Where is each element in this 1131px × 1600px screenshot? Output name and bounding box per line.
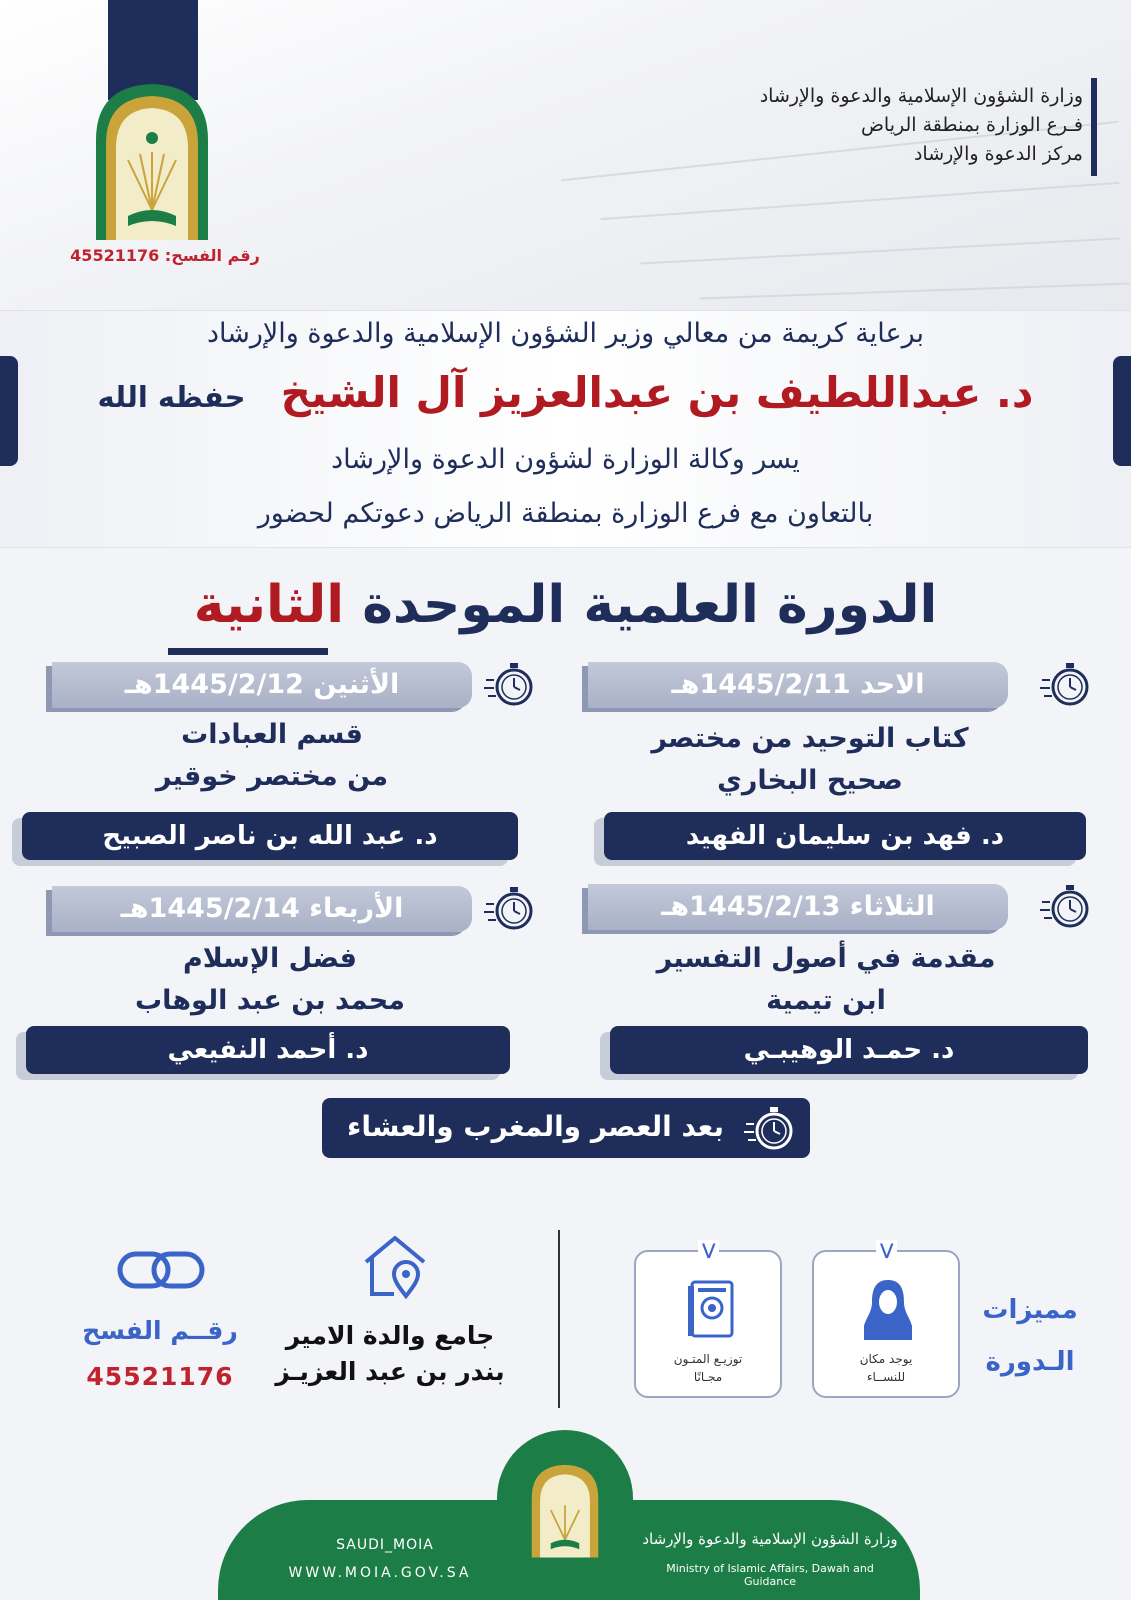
ministry-logo-icon — [88, 80, 216, 240]
session-subject — [590, 718, 1030, 802]
venue-line: جامع والدة الامير — [285, 1321, 495, 1350]
ministry-header — [653, 82, 1083, 169]
book-icon — [682, 1278, 738, 1342]
session-subject — [606, 938, 1046, 1022]
invitation-line: بالتعاون مع فرع الوزارة بمنطقة الرياض دعوتكم لحضور — [257, 498, 874, 529]
stopwatch-icon — [744, 1102, 796, 1154]
vertical-divider — [558, 1230, 560, 1408]
subject-line: صحيح البخاري — [717, 765, 903, 796]
session-speaker: د. أحمد النفيعي — [26, 1026, 510, 1074]
session-speaker: د. حمـد الوهيبـي — [610, 1026, 1088, 1074]
patron-honorific: حفظه الله — [97, 380, 246, 414]
license-label: رقــم الفسح — [82, 1316, 238, 1345]
stopwatch-icon — [484, 882, 536, 934]
stopwatch-icon — [1040, 880, 1092, 932]
feature-caption — [636, 1350, 780, 1386]
venue-name — [270, 1318, 510, 1390]
course-title-main: الدورة العلمية الموحدة — [362, 575, 938, 635]
patron-name: د. عبداللطيف بن عبدالعزيز آل الشيخ — [280, 368, 1034, 417]
patron-name-row — [0, 368, 1131, 417]
course-title-ordinal: الثانية — [193, 575, 345, 635]
session-times-bar — [322, 1098, 810, 1158]
link-icon — [116, 1248, 206, 1292]
website-link[interactable]: WWW.MOIA.GOV.SA — [288, 1565, 472, 1581]
social-handle: SAUDI_MOIA — [336, 1537, 434, 1553]
ministry-line: مركز الدعوة والإرشاد — [913, 143, 1083, 165]
location-home-icon — [360, 1232, 430, 1302]
session-subject — [52, 714, 492, 798]
subject-line: محمد بن عبد الوهاب — [135, 985, 405, 1016]
session-speaker: د. عبد الله بن ناصر الصبيح — [22, 812, 518, 860]
stopwatch-icon — [484, 658, 536, 710]
subject-line: مقدمة في أصول التفسير — [656, 943, 996, 974]
patronage-line: برعاية كريمة من معالي وزير الشؤون الإسلامية والدعوة والإرشاد — [206, 318, 925, 349]
session-speaker: د. فهد بن سليمان الفهيد — [604, 812, 1086, 860]
subject-line: كتاب التوحيد من مختصر — [651, 723, 969, 754]
venue-line: بندر بن عبد العزيـز — [275, 1357, 505, 1386]
chevron-down-icon: ⋁ — [876, 1240, 897, 1259]
chevron-down-icon: ⋁ — [698, 1240, 719, 1259]
subject-line: فضل الإسلام — [183, 943, 357, 974]
title-underline — [168, 648, 328, 655]
license-number: 45521176 — [86, 1362, 234, 1391]
feature-card-books — [634, 1240, 782, 1398]
feature-caption-line: مجـانًا — [693, 1370, 723, 1384]
course-title — [0, 575, 1131, 635]
subject-line: من مختصر خوقير — [155, 761, 389, 792]
subject-line: قسم العبادات — [181, 719, 363, 750]
features-label-line: الـدورة — [985, 1347, 1075, 1377]
ministry-accent-bar — [1091, 78, 1097, 176]
subject-line: ابن تيمية — [766, 985, 886, 1016]
woman-icon — [860, 1278, 916, 1342]
feature-caption — [814, 1350, 958, 1386]
organizer-line: يسر وكالة الوزارة لشؤون الدعوة والإرشاد — [331, 444, 800, 475]
session-times: بعد العصر والمغرب والعشاء — [347, 1110, 724, 1143]
features-label — [980, 1284, 1080, 1388]
license-number-top: رقم الفسح: 45521176 — [70, 246, 260, 265]
feature-caption-line: للنســاء — [866, 1370, 906, 1384]
ministry-line: وزارة الشؤون الإسلامية والدعوة والإرشاد — [759, 85, 1083, 107]
footer-ministry-ar: وزارة الشؤون الإسلامية والدعوة والإرشاد — [642, 1530, 898, 1548]
features-label-line: مميزات — [982, 1295, 1078, 1325]
stopwatch-icon — [1040, 658, 1092, 710]
session-date: الاحد 1445/2/11هـ — [588, 662, 1008, 708]
feature-card-women — [812, 1240, 960, 1398]
session-date: الأثنين 1445/2/12هـ — [52, 662, 472, 708]
ministry-line: فـرع الوزارة بمنطقة الرياض — [860, 114, 1083, 136]
session-date: الثلاثاء 1445/2/13هـ — [588, 884, 1008, 930]
ministry-logo-icon — [527, 1460, 603, 1560]
session-date: الأربعاء 1445/2/14هـ — [52, 886, 472, 932]
feature-caption-line: توزيـع المتـون — [673, 1352, 743, 1366]
feature-caption-line: يوجد مكان — [859, 1352, 913, 1366]
session-subject — [50, 938, 490, 1022]
footer-ministry-en: Ministry of Islamic Affairs, Dawah and Guidance — [666, 1562, 874, 1588]
